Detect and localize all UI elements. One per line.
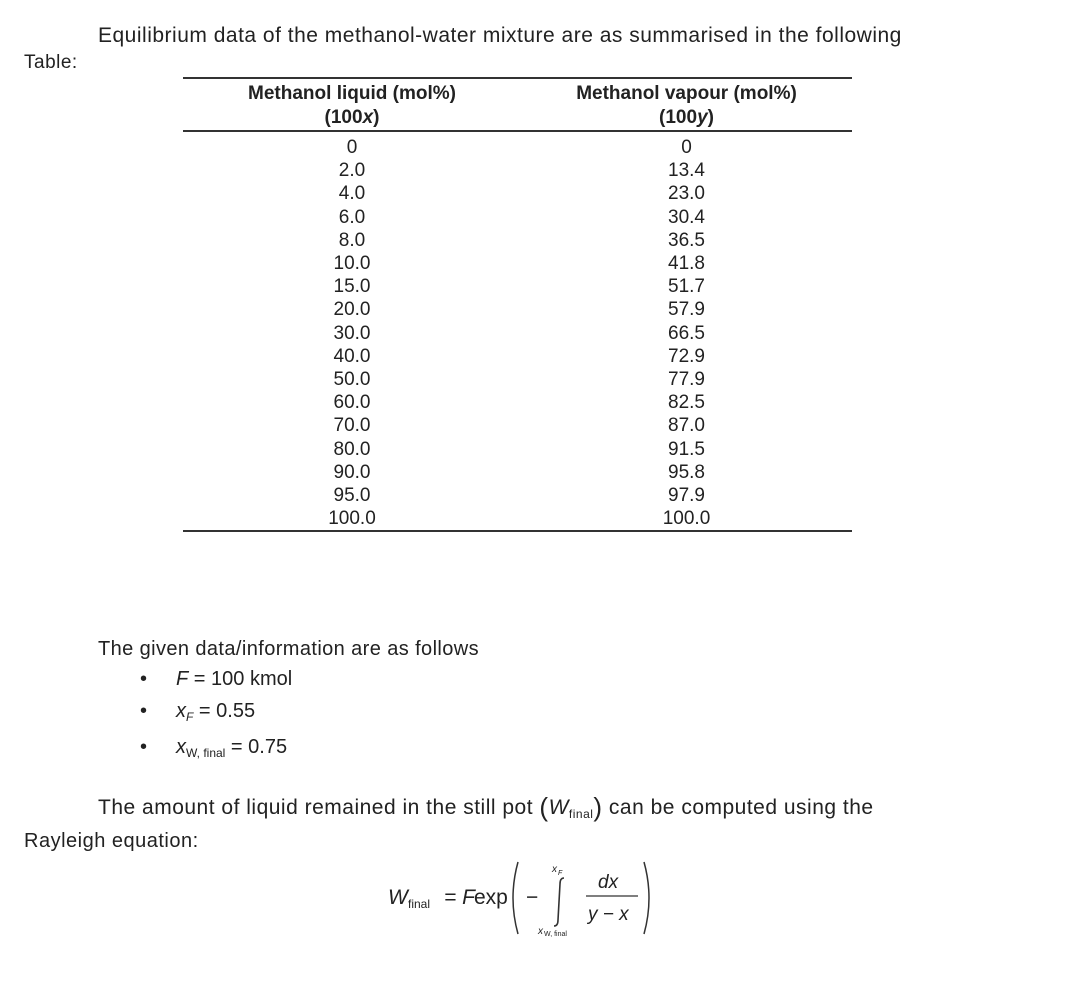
- table-row: [183, 182, 852, 205]
- given-heading: The given data/information are as follows: [98, 638, 480, 660]
- table-row: [183, 322, 852, 345]
- cell-liquid-mol: 4.0: [338, 183, 366, 205]
- cell-vapour-mol: 51.7: [668, 276, 705, 298]
- cell-liquid-mol: 15.0: [333, 276, 371, 298]
- table-row: [183, 507, 852, 531]
- rayleigh-paragraph-continued: Rayleigh equation:: [24, 830, 199, 852]
- cell-vapour-mol: 100.0: [521, 507, 852, 531]
- cell-vapour-mol: 97.9: [668, 485, 705, 507]
- table-row: [183, 391, 852, 414]
- equation-left-paren: [513, 862, 518, 934]
- cell-vapour-mol: 41.8: [668, 253, 705, 275]
- cell-vapour-mol: 30.4: [668, 206, 705, 228]
- table-row: [183, 229, 852, 252]
- cell-liquid-mol: 6.0: [338, 206, 366, 228]
- cell-liquid-mol: 70.0: [333, 415, 371, 437]
- given-item-feed-fraction: • $x_F = 0.55$: [140, 697, 292, 729]
- header-vapour-line1: Methanol vapour (mol%): [576, 83, 797, 104]
- column-header-vapour: [521, 78, 852, 131]
- table-row: [183, 368, 852, 391]
- cell-vapour-mol: 0: [681, 137, 692, 158]
- cell-vapour-mol: 91.5: [668, 438, 705, 460]
- integral-sign-icon: [554, 878, 564, 926]
- cell-liquid-mol: 60.0: [333, 392, 371, 414]
- cell-vapour-mol: 87.0: [668, 415, 705, 437]
- cell-vapour-mol: 82.5: [668, 392, 705, 414]
- integral-lower-sub: W, final: [544, 931, 567, 938]
- table-row: [183, 131, 852, 159]
- table-row: [183, 438, 852, 461]
- table-row: [183, 414, 852, 437]
- cell-liquid-mol: 10.0: [333, 253, 371, 275]
- cell-vapour-mol: 13.4: [668, 160, 705, 182]
- table-row: [183, 206, 852, 229]
- given-list: [140, 665, 292, 765]
- equation-exp: exp: [474, 886, 508, 909]
- fraction-numerator: dx: [598, 872, 619, 893]
- equilibrium-table: [183, 77, 852, 532]
- bullet-icon: •: [140, 736, 148, 758]
- table-row: [183, 275, 852, 298]
- header-vapour-line2: (100y): [659, 107, 714, 128]
- cell-liquid-mol: 0: [346, 137, 358, 158]
- cell-liquid-mol: 90.0: [333, 461, 371, 483]
- table-header-row: [183, 78, 852, 131]
- cell-liquid-mol: 50.0: [333, 369, 371, 391]
- rayleigh-paragraph: The amount of liquid remained in the still pot $(W_{final})$ can be computed using the: [98, 792, 874, 822]
- bullet-icon: •: [140, 700, 148, 722]
- given-item-feed: • F = 100 kmol: [140, 665, 292, 697]
- table-row: [183, 298, 852, 321]
- fraction-denominator: y − x: [588, 904, 629, 925]
- table-row: [183, 484, 852, 507]
- integral-lower: x: [538, 926, 543, 937]
- cell-vapour-mol: 95.8: [668, 461, 705, 483]
- cell-vapour-mol: 72.9: [668, 345, 705, 367]
- cell-vapour-mol: 23.0: [668, 183, 705, 205]
- table-row: [183, 461, 852, 484]
- cell-vapour-mol: 77.9: [668, 369, 705, 391]
- equation-right-paren: [644, 862, 649, 934]
- header-liquid-line2: (100x): [324, 107, 380, 128]
- cell-liquid-mol: 30.0: [333, 322, 371, 344]
- equation-lhs-sub: final: [408, 897, 431, 911]
- table-row: [183, 345, 852, 368]
- cell-liquid-mol: 2.0: [338, 160, 366, 182]
- intro-paragraph-continued: Table:: [24, 52, 78, 73]
- integral-upper-sub: F: [558, 870, 563, 877]
- column-header-liquid: [183, 78, 521, 131]
- equation-lhs: W: [388, 886, 408, 909]
- equation-equals-f: = F: [444, 886, 475, 909]
- cell-liquid-mol: 20.0: [333, 299, 371, 321]
- cell-liquid-mol: 8.0: [338, 229, 366, 251]
- cell-vapour-mol: 36.5: [668, 229, 705, 251]
- cell-vapour-mol: 57.9: [668, 299, 705, 321]
- table-body: [183, 131, 852, 531]
- cell-liquid-mol: 100.0: [183, 507, 521, 531]
- given-item-final-fraction: • $x_{W, final} = 0.75$: [140, 733, 292, 765]
- table-row: [183, 159, 852, 182]
- rayleigh-equation: [388, 858, 658, 938]
- header-liquid-line1: Methanol liquid (mol%): [248, 83, 456, 104]
- intro-paragraph: Equilibrium data of the methanol-water mixture are as summarised in the following: [98, 24, 902, 47]
- cell-liquid-mol: 80.0: [333, 438, 371, 460]
- cell-vapour-mol: 66.5: [668, 322, 705, 344]
- integral-upper: x: [552, 864, 557, 875]
- bullet-icon: •: [140, 668, 148, 690]
- table-row: [183, 252, 852, 275]
- cell-liquid-mol: 95.0: [333, 485, 371, 507]
- equation-minus: −: [526, 886, 539, 909]
- cell-liquid-mol: 40.0: [333, 345, 371, 367]
